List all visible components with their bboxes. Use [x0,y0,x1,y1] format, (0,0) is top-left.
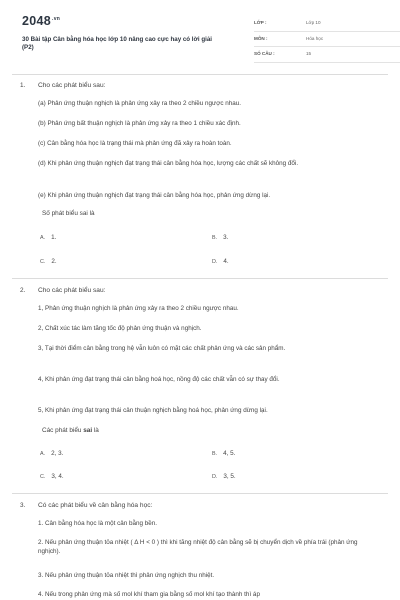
statement: 3, Tại thời điểm cân bằng trong hệ vẫn luôn có mặt các chất phản ứng và các sản phẩm. [38,345,286,352]
option-c[interactable]: C. 3, 4. [40,473,64,480]
question-2 [12,287,388,487]
statement: 5, Khi phản ứng đạt trạng thái cân thuận nghịch bằng hoá học, phản ứng dừng lại. [38,407,268,414]
meta-row-subject [254,32,400,48]
statement: 1, Phản ứng thuận nghịch là phản ứng xảy ra theo 2 chiều ngược nhau. [38,305,239,312]
document-header [22,14,382,64]
statement: (b) Phản ứng bất thuận nghịch là phản ứng xảy ra theo 1 chiều xác định. [38,120,241,127]
option-a[interactable]: A. 1. [40,234,57,241]
question-number: 3. [20,502,26,509]
statement: (c) Cân bằng hóa học là trạng thái mà phản ứng đã xảy ra hoàn toàn. [38,140,232,147]
statement: 4, Khi phản ứng đạt trạng thái cân bằng hoá học, nồng độ các chất vẫn có sự thay đổi. [38,376,280,383]
meta-table [254,16,400,63]
option-b[interactable]: B. 4, 5. [212,450,236,457]
statement: 2. Nếu phản ứng thuận tỏa nhiệt ( Δ H < 0 ) thì khi tăng nhiệt độ cân bằng sẽ bị chuyển dịch về phía trái (phản ứng nghịch). [38,539,358,556]
site-logo[interactable]: $2048^{.vn}$ [22,14,61,28]
question-ask: Các phát biểu sai là [42,427,99,434]
question-1 [12,82,388,274]
statement: (d) Khi phản ứng thuận nghịch đạt trạng thái cân bằng hóa học, lượng các chất sẽ không đổi. [38,160,299,167]
divider [12,74,388,75]
meta-row-count [254,47,400,63]
question-number: 2. [20,287,26,294]
statement: 3. Nếu phản ứng thuận tỏa nhiệt thì phản ứng nghịch thu nhiệt. [38,572,215,579]
option-b[interactable]: B. 3. [212,234,229,241]
meta-value: Hóa học [306,35,324,41]
question-ask: Số phát biểu sai là [42,210,95,217]
option-d[interactable]: D. 4. [212,258,229,265]
meta-key: LỚP : [254,20,267,25]
statement: 2, Chất xúc tác làm tăng tốc độ phản ứng thuận và nghịch. [38,325,202,332]
meta-value: Lớp 10 [306,20,321,25]
divider [12,278,388,279]
question-3 [12,502,388,600]
option-a[interactable]: A. 2, 3. [40,450,64,457]
option-c[interactable]: C. 2. [40,258,57,265]
question-prompt: Có các phát biểu về cân bằng hóa học: [38,502,153,509]
question-prompt: Cho các phát biểu sau: [38,287,106,294]
document-title: 30 Bài tập Cân bằng hóa học lớp 10 nâng cao cực hay có lời giải (P2) [22,36,213,52]
meta-key: SỐ CÂU : [254,51,275,56]
question-prompt: Cho các phát biểu sau: [38,82,106,89]
meta-row-grade [254,16,400,32]
statement: 1. Cân bằng hóa học là một cân bằng bền. [38,520,158,527]
divider [12,493,388,494]
statement: 4. Nếu trong phản ứng mà số mol khí tham gia bằng số mol khí tạo thành thì áp [38,591,260,598]
option-d[interactable]: D. 3, 5. [212,473,236,480]
statement: (a) Phản ứng thuận nghịch là phản ứng xảy ra theo 2 chiều ngược nhau. [38,100,242,107]
meta-key: MÔN : [254,35,268,41]
statement: (e) Khi phản ứng thuận nghịch đạt trạng thái cân bằng hóa học, phản ứng dừng lại. [38,192,271,199]
question-number: 1. [20,82,26,89]
meta-value: 15 [306,51,312,56]
